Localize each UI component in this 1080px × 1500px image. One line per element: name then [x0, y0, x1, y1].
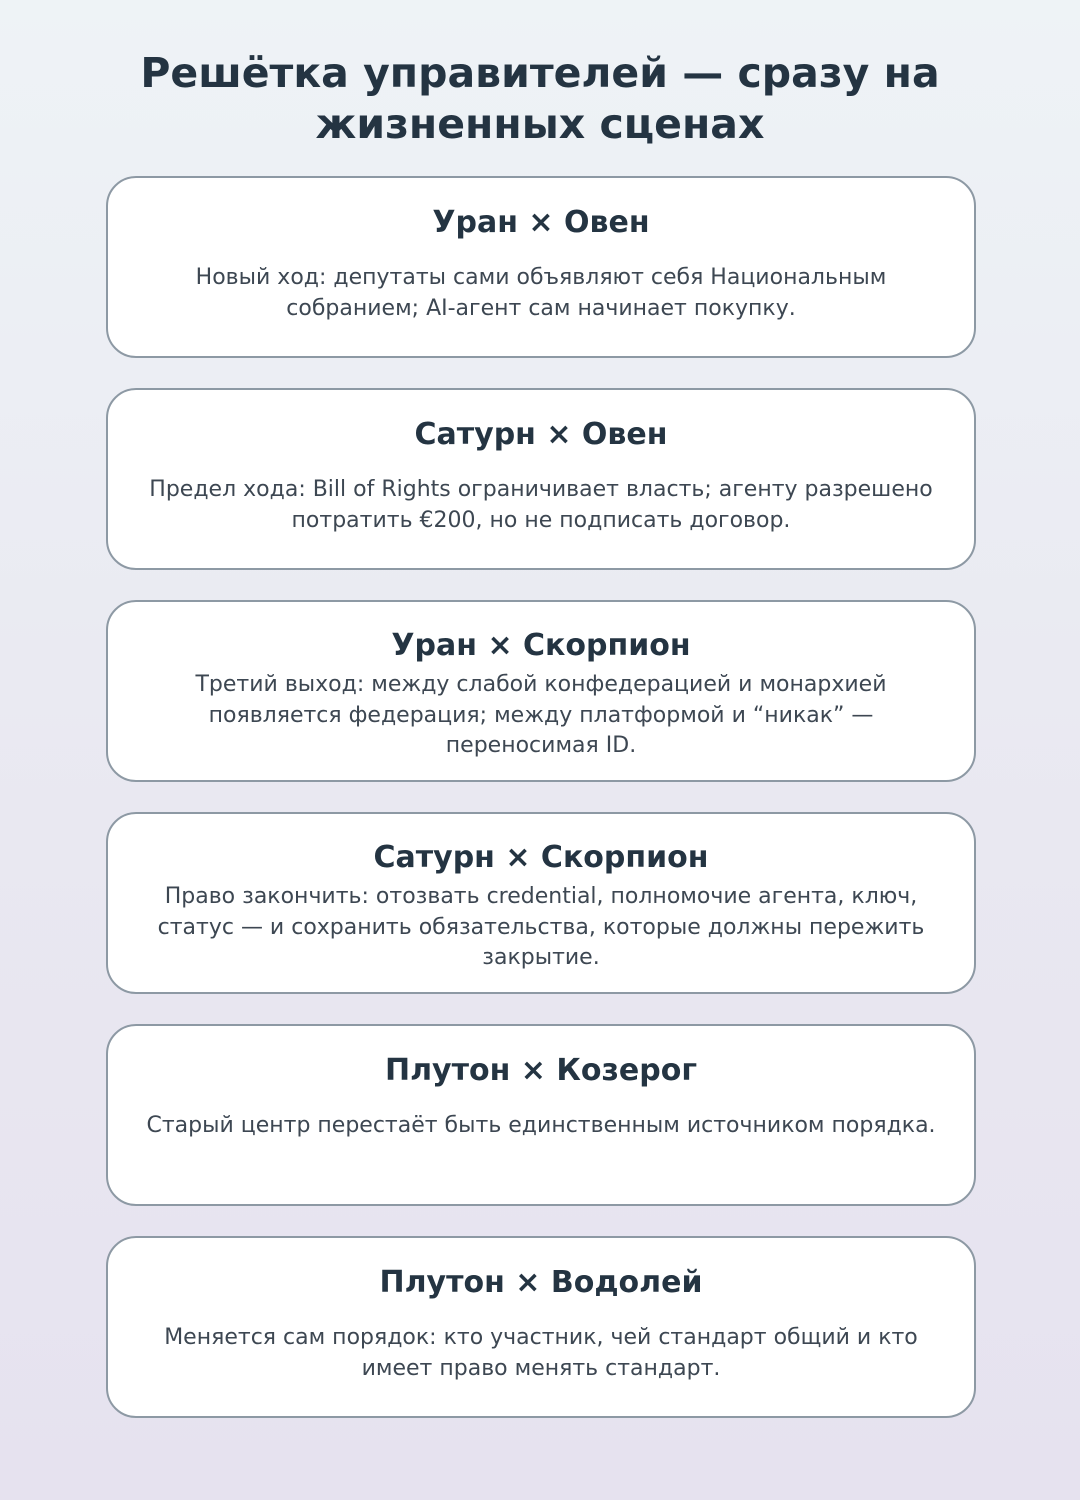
card-saturn-scorpio [106, 812, 976, 994]
card-text: Новый ход: депутаты сами объявляют себя Национальным собранием; AI-агент сам начинает покупку. [195, 265, 887, 321]
card-heading: Сатурн × Скорпион [373, 840, 709, 875]
card-heading: Уран × Овен [432, 205, 650, 240]
card-heading: Уран × Скорпион [391, 628, 691, 663]
page-title: Решётка управителей — сразу на жизненных сценах [140, 49, 940, 148]
card-text: Право закончить: отозвать credential, полномочие агента, ключ, статус — и сохранить обязательства, которые должны пережить закрытие. [157, 884, 925, 970]
card-saturn-aries [106, 388, 976, 570]
card-uranus-aries [106, 176, 976, 358]
card-text: Третий выход: между слабой конфедерацией и монархией появляется федерация; между платформой и “никак” — переносимая ID. [195, 672, 887, 758]
card-text: Меняется сам порядок: кто участник, чей стандарт общий и кто имеет право менять стандарт. [164, 1325, 918, 1381]
card-heading: Плутон × Козерог [384, 1053, 698, 1088]
card-text: Предел хода: Bill of Rights ограничивает власть; агенту разрешено потратить €200, но не подписать договор. [149, 477, 933, 533]
card-pluto-aquarius [106, 1236, 976, 1418]
card-text: Старый центр перестаёт быть единственным источником порядка. [146, 1113, 936, 1138]
card-list [106, 176, 976, 1448]
card-uranus-scorpio [106, 600, 976, 782]
card-heading: Сатурн × Овен [414, 417, 668, 452]
card-pluto-capricorn [106, 1024, 976, 1206]
card-heading: Плутон × Водолей [379, 1265, 703, 1300]
